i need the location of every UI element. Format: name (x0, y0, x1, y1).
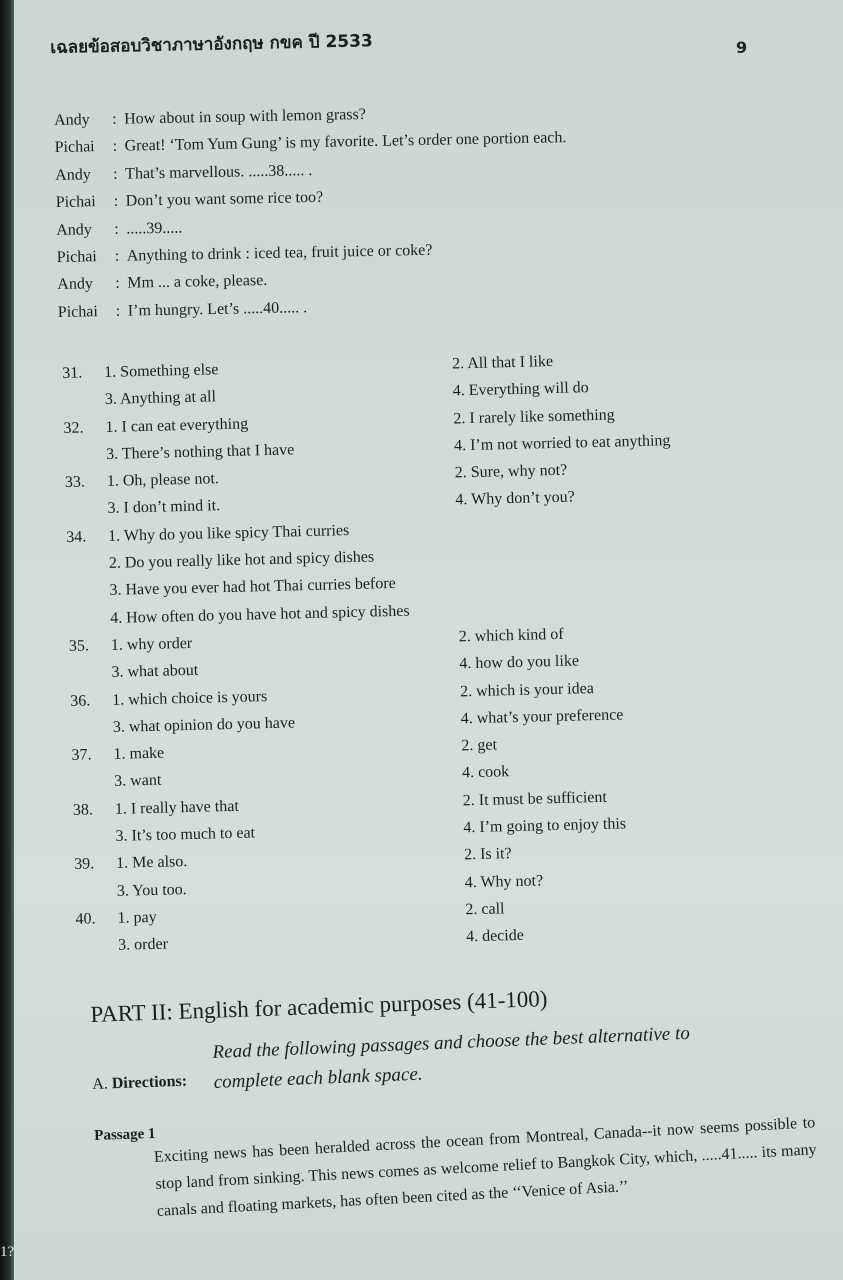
option: 4. I’m going to enjoy this (463, 815, 627, 837)
passage-title: Passage 1 (94, 1125, 156, 1144)
option: 3. Have you ever had hot Thai curries before (109, 575, 396, 600)
question-number: 35. (68, 637, 90, 655)
book-page (14, 0, 843, 1280)
question-number: 36. (70, 691, 91, 710)
colon: : (113, 165, 118, 183)
option: 1. I really have that (114, 797, 239, 818)
dialogue-text: Don’t you want some rice too? (125, 189, 324, 210)
colon: : (115, 275, 120, 293)
option: 4. what’s your preference (460, 706, 624, 728)
option: 2. Sure, why not? (454, 461, 568, 482)
option: 3. what opinion do you have (112, 714, 296, 736)
option: 4. How often do you have hot and spicy dishes (109, 602, 410, 627)
question-number: 31. (62, 364, 83, 382)
option: 2. It must be sufficient (462, 788, 608, 810)
colon: : (114, 220, 119, 238)
colon: : (115, 302, 121, 320)
question-number: 39. (74, 855, 95, 874)
option: 1. pay (117, 908, 157, 927)
question-number: 38. (72, 801, 94, 819)
page-number: 9 (736, 38, 748, 57)
option: 3. Anything at all (104, 388, 217, 409)
question-list (62, 348, 776, 965)
option: 3. I don’t mind it. (107, 497, 221, 518)
speaker: Andy (56, 220, 92, 239)
directions-line: Read the following passages and choose the best alternative to (212, 1022, 691, 1063)
speaker: Pichai (54, 138, 95, 157)
option: 4. Why not? (464, 872, 544, 891)
header-title: เฉลยข้อสอบวิชาภาษาอังกฤษ กขค ปี 2533 (50, 31, 373, 58)
directions-line: complete each blank space. (213, 1063, 423, 1093)
question-number: 40. (75, 910, 96, 928)
option: 1. why order (110, 634, 193, 654)
directions-word: Directions: (111, 1072, 188, 1093)
speaker: Andy (54, 111, 90, 129)
option: 1. Something else (103, 361, 219, 381)
option: 1. which choice is yours (111, 687, 268, 709)
question-number: 34. (66, 528, 87, 546)
directions-text (212, 1014, 814, 1098)
margin-fragment: 1? (0, 1244, 15, 1260)
dialogue-text: Mm ... a coke, please. (127, 272, 268, 292)
speaker: Andy (55, 166, 91, 184)
question-number: 37. (71, 746, 92, 765)
question-number: 32. (63, 419, 84, 437)
option: 4. how do you like (459, 652, 580, 673)
option: 3. It’s too much to eat (115, 824, 256, 845)
colon: : (112, 138, 118, 156)
speaker: Pichai (57, 302, 98, 321)
question-number: 33. (64, 473, 86, 492)
dialogue-text: I’m hungry. Let’s .....40..... . (127, 298, 308, 320)
option: 4. Everything will do (452, 379, 589, 400)
option: 4. Why don’t you? (455, 488, 576, 509)
dialogue-text: Anything to drink : iced tea, fruit juice or coke? (126, 241, 433, 265)
dialogue-text: .....39..... (126, 219, 183, 238)
option: 2. I rarely like something (453, 406, 615, 428)
speaker: Pichai (56, 248, 97, 266)
option: 2. Is it? (463, 845, 512, 864)
speaker: Andy (57, 275, 94, 294)
option: 1. I can eat everything (105, 415, 249, 436)
option: 4. I’m not worried to eat anything (453, 432, 671, 455)
passage-paragraph: Exciting news has been heralded across the ocean from Montreal, Canada--it now seems possible to stop land from sinking. This news comes as welcome relief to Bangkok City, which, .....41..... its many canals and floating markets, has often been cited as the ‘‘Venice of Asia.’’ (153, 1114, 817, 1220)
colon: : (111, 110, 117, 128)
option: 2. which is your idea (459, 679, 595, 700)
option: 2. which kind of (458, 625, 564, 646)
directions-prefix: A. (92, 1075, 109, 1093)
option: 3. want (113, 772, 162, 791)
dialogue-text: Great! ‘Tom Yum Gung’ is my favorite. Let’s order one portion each. (124, 129, 567, 156)
colon: : (114, 247, 120, 265)
option: 4. cook (461, 763, 510, 782)
option: 1. Oh, please not. (106, 470, 220, 491)
part-heading: PART II: English for academic purposes (41-100) (90, 986, 548, 1027)
passage-body (94, 1082, 819, 1228)
directions-label (92, 1073, 187, 1094)
option: 2. Do you really like hot and spicy dishes (108, 548, 375, 572)
option: 3. order (117, 935, 169, 955)
option: 1. Me also. (115, 853, 188, 873)
speaker: Pichai (55, 193, 96, 212)
colon: : (113, 192, 119, 211)
dialogue (54, 99, 758, 332)
book-spine-shadow (0, 0, 14, 1280)
option: 4. decide (465, 927, 525, 946)
option: 2. call (465, 900, 505, 919)
option: 1. make (113, 744, 165, 764)
option: 3. You too. (116, 880, 187, 900)
option: 3. what about (111, 662, 199, 682)
dialogue-text: How about in soup with lemon grass? (123, 106, 367, 128)
option: 1. Why do you like spicy Thai curries (107, 521, 350, 545)
option: 2. All that I like (451, 353, 554, 373)
option: 2. get (461, 736, 498, 755)
option: 3. There’s nothing that I have (105, 441, 295, 463)
dialogue-text: That’s marvellous. .....38..... . (125, 161, 313, 183)
